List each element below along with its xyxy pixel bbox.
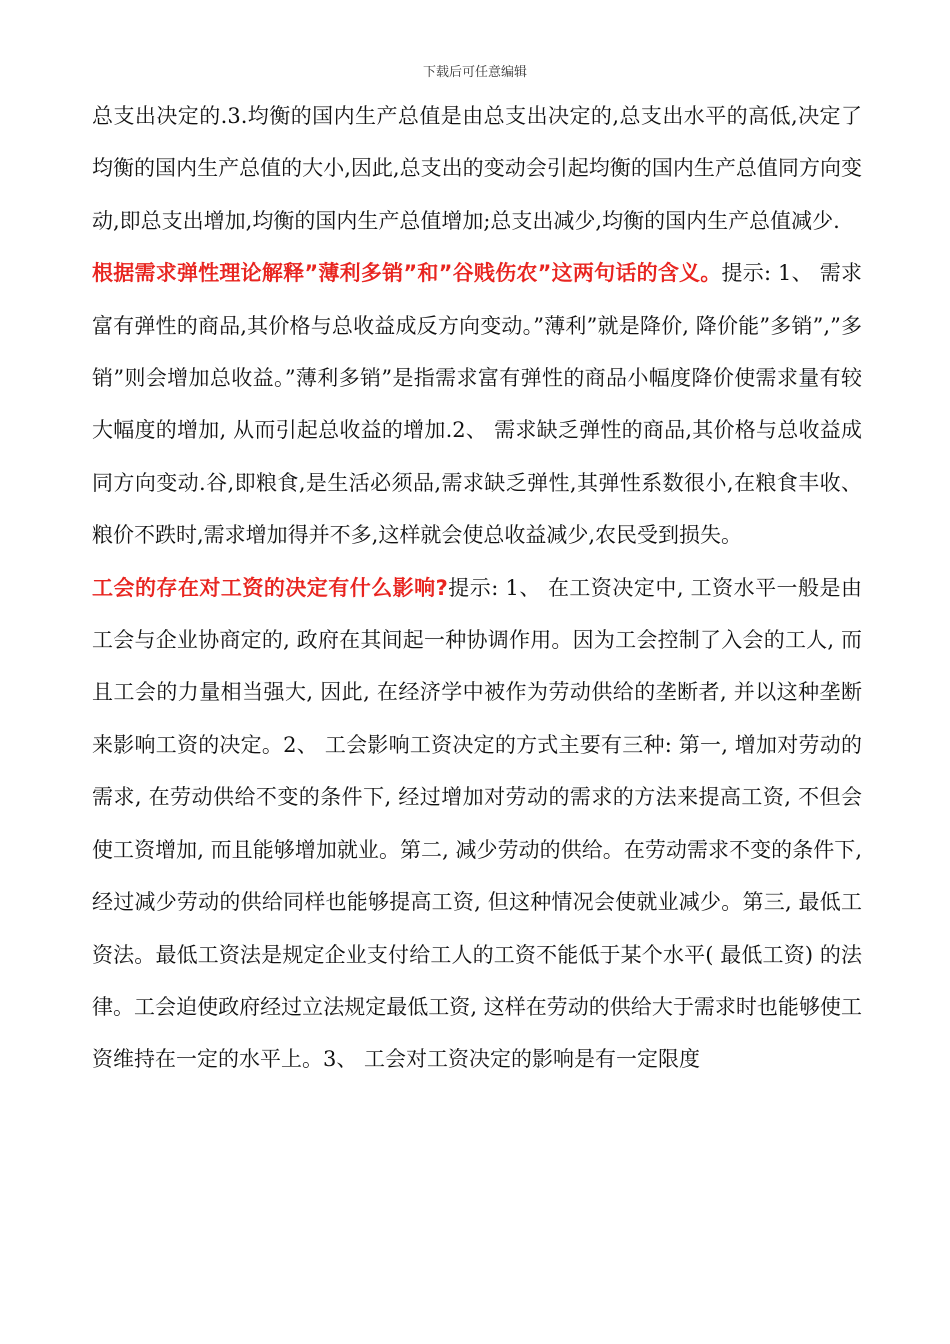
paragraph-3	[92, 562, 862, 1086]
document-body	[92, 90, 862, 1086]
paragraph-1	[92, 90, 862, 247]
paragraph-text: 提示: 1、 在工资决定中, 工资水平一般是由工会与企业协商定的, 政府在其间起一种协调作用。因为工会控制了入会的工人, 而且工会的力量相当强大, 因此, 在经济学中被作为劳动供给的垄断者, 并以这种垄断来影响工资的决定。2、 工会影响工资决定的方式主要有三种: 第一, 增加对劳动的需求, 在劳动供给不变的条件下, 经过增加对劳动的需求的方法来提高工资, 不但会使工资增加, 而且能够增加就业。第二, 减少劳动的供给。在劳动需求不变的条件下, 经过减少劳动的供给同样也能够提高工资, 但这种情况会使就业减少。第三, 最低工资法。最低工资法是规定企业支付给工人的工资不能低于某个水平( 最低工资) 的法律。工会迫使政府经过立法规定最低工资, 这样在劳动的供给大于需求时也能够使工资维持在一定的水平上。3、 工会对工资决定的影响是有一定限度	[92, 575, 862, 1072]
paragraph-text: 提示: 1、 需求富有弹性的商品,其价格与总收益成反方向变动。”薄利”就是降价, 降价能”多销”,”多销”则会增加总收益。”薄利多销”是指需求富有弹性的商品小幅度降价使需求量有较大幅度的增加, 从而引起总收益的增加.2、 需求缺乏弹性的商品,其价格与总收益成同方向变动.谷,即粮食,是生活必须品,需求缺乏弹性,其弹性系数很小,在粮食丰收、 粮价不跌时,需求增加得并不多,这样就会使总收益减少,农民受到损失。	[92, 261, 862, 548]
page-header: 下载后可任意编辑	[422, 65, 527, 80]
paragraph-text: 总支出决定的.3.均衡的国内生产总值是由总支出决定的,总支出水平的高低,决定了均衡的国内生产总值的大小,因此,总支出的变动会引起均衡的国内生产总值同方向变动,即总支出增加,均衡的国内生产总值增加;总支出减少,均衡的国内生产总值减少.	[92, 104, 862, 233]
paragraph-2	[92, 247, 862, 561]
question-heading: 根据需求弹性理论解释”薄利多销”和”谷贱伤农”这两句话的含义。	[92, 261, 722, 286]
question-heading: 工会的存在对工资的决定有什么影响?	[92, 575, 448, 600]
